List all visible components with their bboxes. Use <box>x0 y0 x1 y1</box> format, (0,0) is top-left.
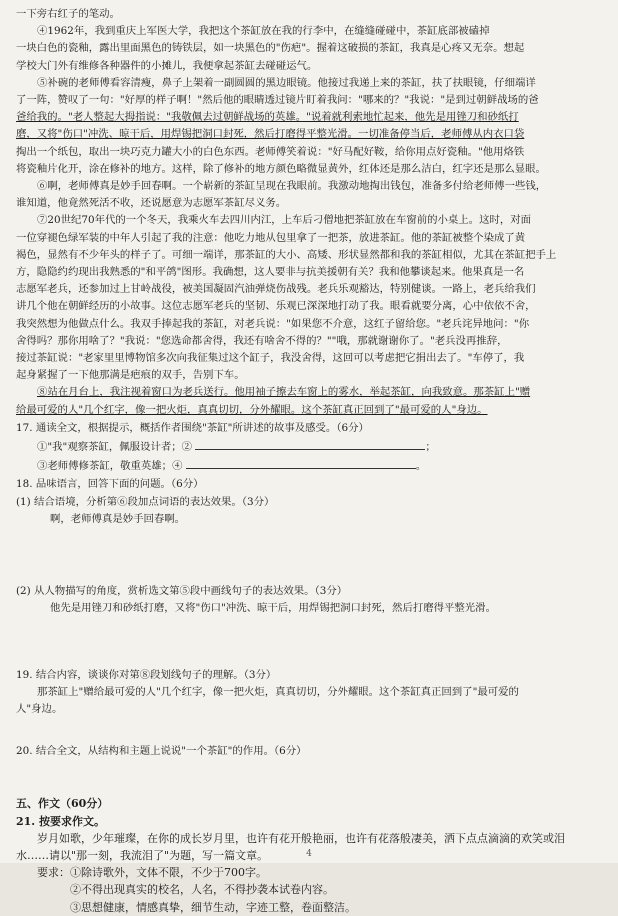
passage-line: 了一阵，赞叹了一句："好厚的样子啊！"然后他的眼睛透过镜片盯着我问："哪来的？"我说："是到过朝鲜战场的爸 <box>16 94 539 107</box>
passage-line: ⑥啊，老师傅真是妙手回春啊。一个崭新的茶缸呈现在我眼前。我激动地掏出钱包，准备多付给老师傅一些钱， <box>37 180 547 193</box>
page-number: 4 <box>306 849 312 859</box>
question-item: ③老师傅修茶缸，敬重英雄；④ <box>37 460 183 473</box>
reading-passage <box>16 6 602 419</box>
question-stem: 20. 结合全文，从结构和主题上说说"一个茶缸"的作用。（6分） <box>16 745 307 758</box>
sub-question: (1) 结合语境，分析第⑥段加点词语的表达效果。（3分） <box>16 495 275 508</box>
requirement-item: ②不得出现真实的校名，人名，不得抄袭本试卷内容。 <box>70 883 334 897</box>
passage-line: 舍得吗？那你用啥了？"我说："您选命都舍得，我还有啥舍不得的？""哦，那就谢谢你了。"老兵没再推辞， <box>16 334 508 347</box>
section-title: 五、作文（60分） <box>16 797 109 811</box>
passage-line: 将瓷釉片化开，涂在修补的地方。这样，除了修补的地方颜色略微显黄外，红体还是那么洁白，红字还是那么显眼。 <box>16 162 546 175</box>
answer-space[interactable] <box>16 642 602 666</box>
passage-line: 褐色，显然有不少年头的样子了。可细一端详，那茶缸的大小、高矮、形状显然都和我的茶缸相似，尤其在茶缸把手上 <box>16 248 557 261</box>
requirements-label: 要求： <box>37 866 70 880</box>
composition-prompt: 岁月如歌，少年璀璨，在你的成长岁月里，也许有花开般艳丽，也许有花落般凄美，洒下点点滴滴的欢笑或泪 <box>37 831 565 845</box>
passage-line: 讲几个他在朝鲜经历的小故事。这位志愿军老兵的坚韧、乐观已深深地打动了我。眼看就要分离，心中依依不舍， <box>16 300 536 313</box>
quoted-sentence: 他先是用锉刀和砂纸打磨，又将"伤口"冲洗、晾干后，用焊锡把洞口封死，然后打磨得平整光滑。 <box>50 602 496 615</box>
composition-prompt: 水……请以"那一刻，我流泪了"为题，写一篇文章。 <box>16 848 269 862</box>
answer-space[interactable] <box>16 618 602 642</box>
question-stem: 21. 按要求作文。 <box>16 814 105 828</box>
question-17: 17. 通读全文，根据提示，概括作者围绕"茶缸"所讲述的故事及感受。（6分） ①"我"观察茶缸，佩服设计者；② ； ③老师傅修茶缸，敬重英雄；④ 。 <box>16 420 602 476</box>
passage-line: 学校大门外有维修各种器件的小摊儿，我便拿起茶缸去碰碰运气。 <box>16 59 318 72</box>
question-stem: 18. 品味语言，回答下面的问题。（6分） <box>16 478 204 491</box>
passage-line: ⑦20世纪70年代的一个冬天，我乘火车去四川内江，上车后刁僧地把茶缸放在车窗前的小桌上。这时，对面 <box>37 214 532 227</box>
answer-blank[interactable] <box>186 456 416 469</box>
passage-line: 方，隐隐约约现出我熟悉的"和平鸽"图形。我确想，这人要非与抗美援朝有关？我和他攀谈起来。他果真是一名 <box>16 266 525 279</box>
passage-line: 谁知道，他竟然死活不收，还说愿意为志愿军茶缸尽义务。 <box>16 197 287 210</box>
question-item: ①"我"观察茶缸，佩服设计者；② <box>37 441 193 454</box>
passage-line: 一块白色的瓷釉，露出里面黑色的铸铁层，如一块黑色的"伤疤"。握着这破损的茶缸，我真是心疼又无奈。想起 <box>16 42 525 55</box>
passage-line-underlined: 磨，又将"伤口"冲洗、晾干后，用焊锡把洞口封死，然后打磨得平整光滑。一切准备停当后，老师傅从内衣口袋 <box>16 128 525 141</box>
sub-question: (2) 从人物描写的角度，赏析选文第⑤段中画线句子的表达效果。（3分） <box>16 585 348 598</box>
passage-line-underlined: 给最可爱的人"几个红字，像一把火炬，真真切切，分外耀眼。这个茶缸真正回到了"最可爱的人"身边。 <box>16 403 488 416</box>
question-stem: 17. 通读全文，根据提示，概括作者围绕"茶缸"所讲述的故事及感受。（6分） <box>16 421 369 434</box>
answer-space[interactable] <box>16 559 602 583</box>
answer-space[interactable] <box>16 718 602 742</box>
question-20 <box>16 743 602 791</box>
quoted-sentence: 人"身边。 <box>16 702 63 715</box>
passage-line: 一下旁右红子的笔动。 <box>16 8 120 20</box>
answer-space[interactable] <box>16 528 602 559</box>
passage-line: 志愿军老兵，还参加过上甘岭战役，被美国凝固汽油弹烧伤战残。老兵乐观豁达，特别健谈。一路上，老兵给我们 <box>16 283 536 296</box>
passage-line: 起身紧握了一下他那满是疤痕的双手，告别下车。 <box>16 369 245 382</box>
answer-blank[interactable] <box>195 437 425 450</box>
passage-line: ④1962年，我到重庆上军医大学，我把这个茶缸放在我的行李中，在缝缝碰碰中，茶缸底部被磕掉 <box>37 25 490 38</box>
quoted-sentence: 啊，老师傅真是妙手回春啊。 <box>50 512 186 525</box>
question-18 <box>16 476 602 665</box>
requirement-item: ①除诗歌外，文体不限，不少于700字。 <box>70 866 267 880</box>
quoted-sentence: 那茶缸上"赠给最可爱的人"几个红字，像一把火炬，真真切切，分外耀眼。这个茶缸真正回到了"最可爱的 <box>37 685 519 698</box>
requirement-item: ③思想健康，情感真挚，细节生动，字迹工整，卷面整洁。 <box>70 900 356 914</box>
passage-line: 我突然想为他做点什么。我双手捧起我的茶缸，对老兵说："如果您不介意，这红子留给您。"老兵诧异地问："你 <box>16 317 530 330</box>
question-stem: 19. 结合内容，谈谈你对第⑧段划线句子的理解。（3分） <box>16 668 277 681</box>
passage-line-underlined: ⑧站在月台上，我注视着窗口为老兵送行。他用袖子擦去车窗上的雾水，举起茶缸，向我致意。那茶缸上"赠 <box>37 386 531 399</box>
passage-line: 掏出一个纸包，取出一块巧克力罐大小的白色东西。老师傅笑着说："好马配好鞍，给你用点好瓷釉。"他用烙铁 <box>16 145 525 158</box>
passage-line-underlined: 爸给我的。"老人整起大拇指说："我敬佩去过朝鲜战场的英雄。"说着就利索地忙起来，他先是用锉刀和砂纸打 <box>16 111 519 124</box>
passage-line: 接过茶缸说："老家里里博物馆多次向我征集过这个缸子，我没舍得，这回可以考虑把它捐出去了。"车停了，我 <box>16 352 525 365</box>
passage-line: ⑤补碗的老师傅看容清瘦，鼻子上架着一副圆圆的黑边眼镜。他接过我递上来的茶缸，扶了扶眼镜，仔细端详 <box>37 76 536 89</box>
passage-line: 一位穿褪色绿军装的中年人引起了我的注意：他吃力地从包里拿了一把茶，放进茶缸。他的茶缸被整个染成了黄 <box>16 231 526 244</box>
question-19 <box>16 667 602 743</box>
answer-space[interactable] <box>16 760 602 791</box>
